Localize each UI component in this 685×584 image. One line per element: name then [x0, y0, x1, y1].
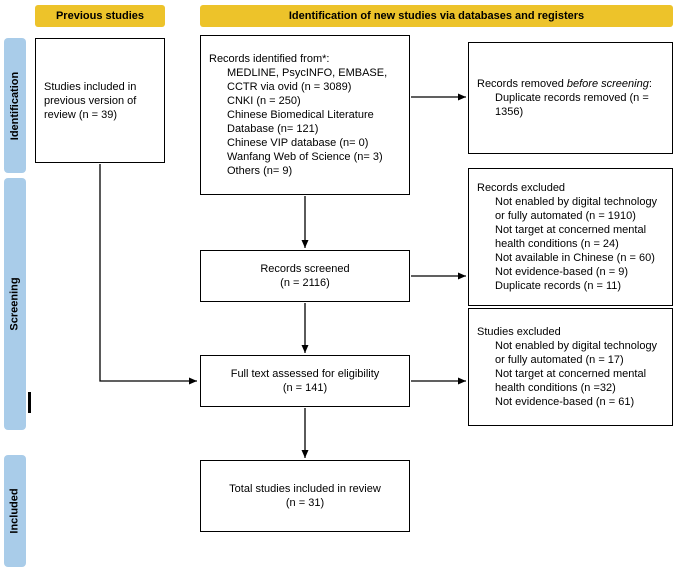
list-line: Duplicate records (n = 11) [495, 280, 622, 292]
records-excluded-items [477, 195, 664, 293]
studies-excluded-title: Studies excluded [477, 326, 561, 338]
stage-label-screening: Screening [9, 277, 21, 331]
box-full-text-assessed [200, 355, 410, 407]
list-line: Chinese Biomedical Literature Database (n= 121) [227, 109, 374, 135]
list-line: Not enabled by digital technology or fully automated (n = 1910) [495, 196, 658, 222]
list-line: Not enabled by digital technology or fully automated (n = 17) [495, 340, 658, 366]
box-records-excluded [468, 168, 673, 306]
list-line: Not evidence-based (n = 9) [495, 266, 628, 278]
list-line: MEDLINE, PsycINFO, EMBASE, CCTR via ovid (n = 3089) [227, 67, 388, 93]
list-line: CNKI (n = 250) [227, 95, 301, 107]
records-removed-title-prefix: Records removed [477, 78, 567, 90]
box-records-identified [200, 35, 410, 195]
full-text-line1: Full text assessed for eligibility [230, 368, 380, 380]
stage-label-included: Included [9, 488, 22, 534]
box-studies-excluded [468, 308, 673, 426]
list-line: Not available in Chinese (n = 60) [495, 252, 655, 264]
stage-label-identification: Identification [9, 71, 22, 140]
records-identified-sources [209, 66, 401, 178]
total-included-line1: Total studies included in review [229, 483, 381, 495]
list-line: Duplicate records removed (n = 1356) [495, 92, 649, 118]
records-identified-title: Records identified from*: [209, 53, 330, 65]
studies-excluded-items [477, 339, 664, 409]
box-records-removed [468, 42, 673, 154]
box-previous-version [35, 38, 165, 163]
records-removed-title [477, 77, 664, 91]
list-line: Not target at concerned mental health conditions (n = 24) [495, 224, 647, 250]
box-total-included [200, 460, 410, 532]
stage-bar-screening [4, 178, 26, 430]
list-line: Others (n= 9) [227, 165, 293, 177]
stage-bar-identification [4, 38, 26, 173]
full-text-count: (n = 141) [282, 382, 328, 394]
records-screened-line1: Records screened [260, 263, 350, 275]
box-records-screened [200, 250, 410, 302]
previous-version-text: Studies included in previous version of review (n = 39) [44, 80, 137, 121]
list-line: Not evidence-based (n = 61) [495, 396, 635, 408]
records-removed-items [477, 91, 664, 119]
records-removed-title-italic: before screening [566, 78, 649, 90]
total-included-count: (n = 31) [285, 497, 325, 509]
arrow-previous-to-fulltext [100, 164, 197, 381]
records-removed-title-suffix: : [648, 78, 652, 90]
list-line: Not target at concerned mental health conditions (n =32) [495, 368, 647, 394]
stage-bar-included [4, 455, 26, 567]
header-new-studies: Identification of new studies via databases and registers [200, 5, 673, 27]
records-screened-count: (n = 2116) [280, 277, 330, 289]
records-excluded-title: Records excluded [477, 182, 566, 194]
header-previous-studies: Previous studies [35, 5, 165, 27]
stray-mark [28, 392, 31, 413]
list-line: Chinese VIP database (n= 0) [227, 137, 369, 149]
list-line: Wanfang Web of Science (n= 3) [227, 151, 383, 163]
